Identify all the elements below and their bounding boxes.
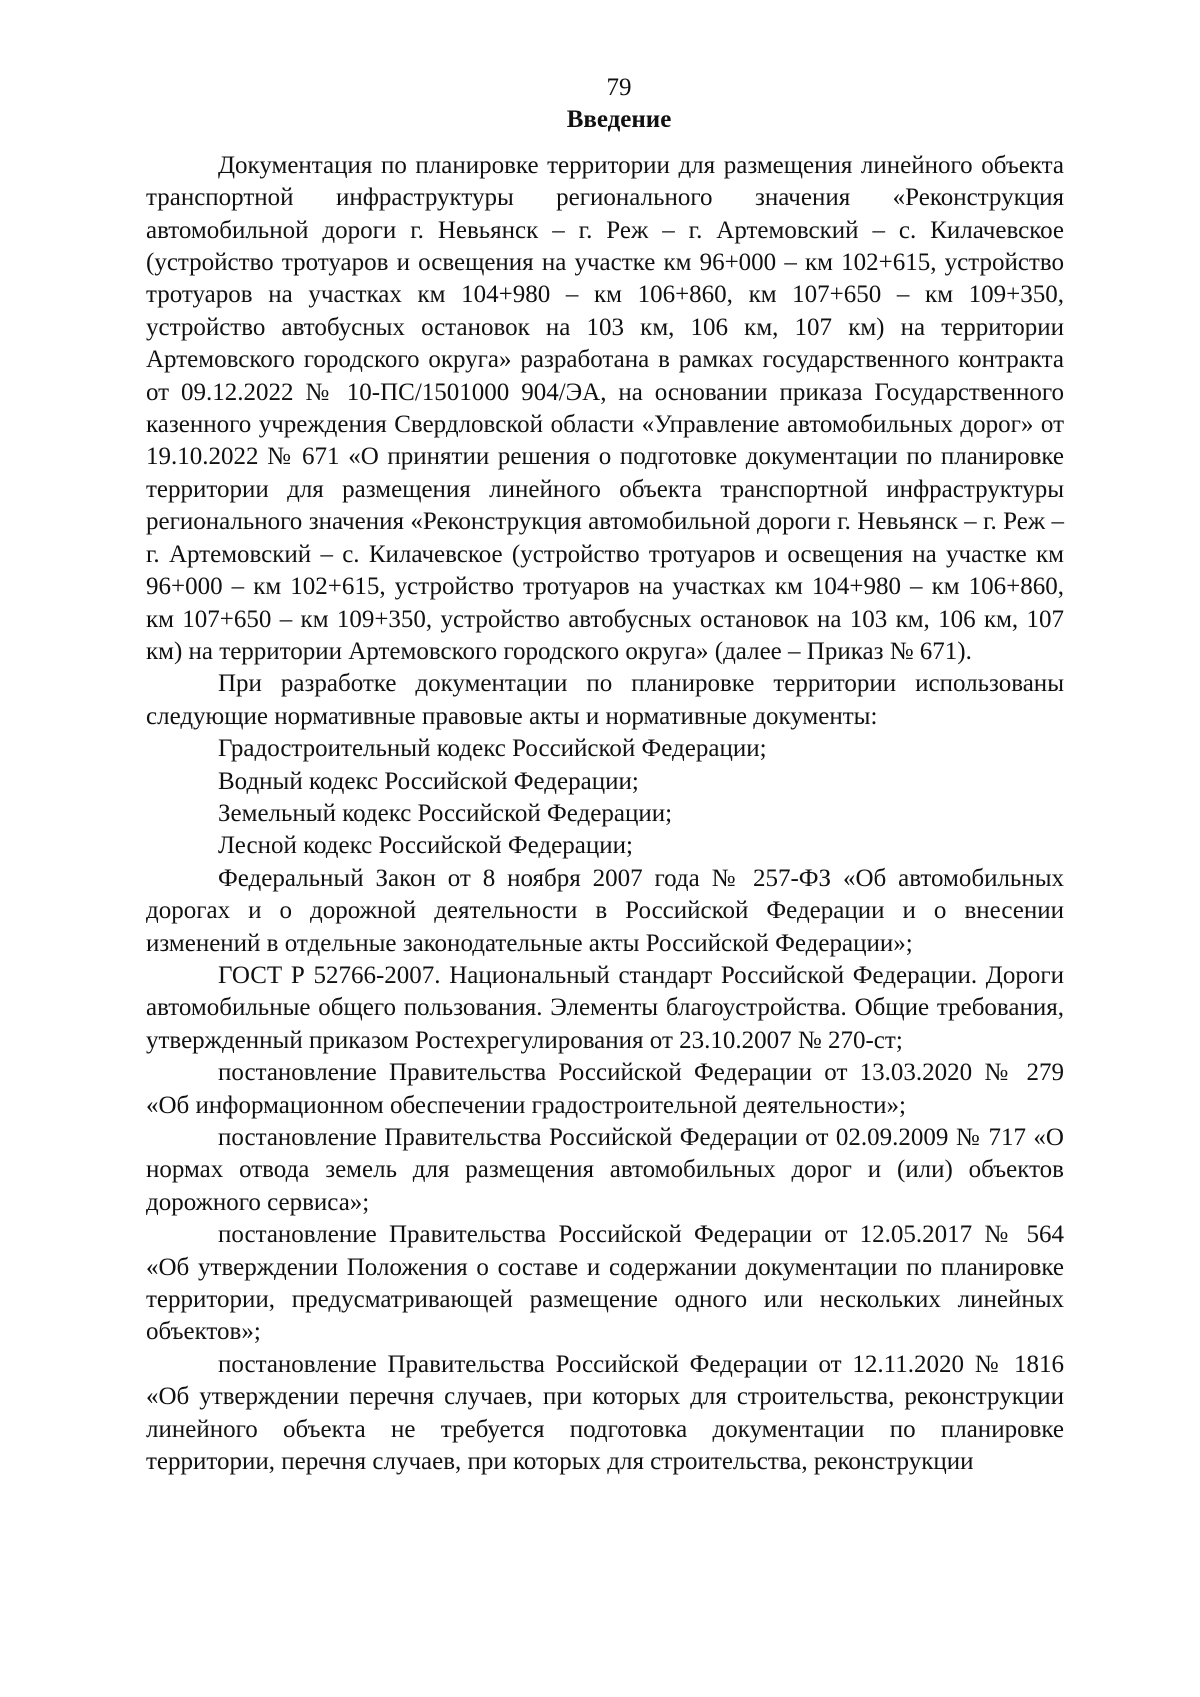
paragraph-normative-acts-intro: При разработке документации по планировке территории использованы следующие нормативные правовые акты и нормативные документы: (146, 670, 1064, 730)
document-page (146, 72, 1064, 1478)
section-title: Введение (566, 106, 672, 134)
list-item: Градостроительный кодекс Российской Федерации; (218, 735, 767, 763)
list-item: Лесной кодекс Российской Федерации; (218, 832, 633, 860)
list-item: Водный кодекс Российской Федерации; (218, 767, 639, 795)
list-item: постановление Правительства Российской Федерации от 02.09.2009 № 717 «О нормах отвода земель для размещения автомобильных дорог и (или) объектов дорожного сервиса»; (146, 1124, 1064, 1216)
page-number: 79 (606, 74, 632, 101)
list-item: ГОСТ Р 52766-2007. Национальный стандарт Российской Федерации. Дороги автомобильные общего пользования. Элементы благоустройства. Общие требования, утвержденный приказом Ростехрегулирования от 23.10.2007 № 270-ст; (146, 961, 1064, 1054)
list-item: Федеральный Закон от 8 ноября 2007 года № 257-ФЗ «Об автомобильных дорогах и о дорожной деятельности в Российской Федерации и о внесении изменений в отдельные законодательные акты Российской Федерации»; (146, 864, 1064, 957)
list-item: постановление Правительства Российской Федерации от 12.11.2020 № 1816 «Об утверждении перечня случаев, при которых для строительства, реконструкции линейного объекта не требуется подготовка документации по планировке территории, перечня случаев, при которых для строительства, реконструкции (146, 1350, 1064, 1476)
list-item: постановление Правительства Российской Федерации от 12.05.2017 № 564 «Об утверждении Положения о составе и содержании документации по планировке территории, предусматривающей размещение одного или нескольких линейных объектов»; (146, 1221, 1064, 1346)
list-item: постановление Правительства Российской Федерации от 13.03.2020 № 279 «Об информационном обеспечении градостроительной деятельности»; (146, 1059, 1064, 1119)
list-item: Земельный кодекс Российской Федерации; (218, 799, 673, 827)
paragraph-intro: Документация по планировке территории для размещения линейного объекта транспортной инфраструктуры регионального значения «Реконструкция автомобильной дороги г. Невьянск – г. Реж – г. Артемовский – с. Килачевское (устройство тротуаров и освещения на участке км 96+000 – км 102+615, устройство тротуаров на участках км 104+980 – км 106+860, км 107+650 – км 109+350, устройство автобусных остановок на 103 км, 106 км, 107 км) на территории Артемовского городского округа» разработана в рамках государственного контракта от 09.12.2022 № 10-ПС/1501000 904/ЭА, на основании приказа Государственного казенного учреждения Свердловской области «Управление автомобильных дорог» от 19.10.2022 № 671 «О принятии решения о подготовке документации по планировке территории для размещения линейного объекта транспортной инфраструктуры регионального значения «Реконструкция автомобильной дороги г. Невьянск – г. Реж – г. Артемовский – с. Килачевское (устройство тротуаров и освещения на участке км 96+000 – км 102+615, устройство тротуаров на участках км 104+980 – км 106+860, км 107+650 – км 109+350, устройство автобусных остановок на 103 км, 106 км, 107 км) на территории Артемовского городского округа» (далее – Приказ № 671). (146, 151, 1064, 665)
